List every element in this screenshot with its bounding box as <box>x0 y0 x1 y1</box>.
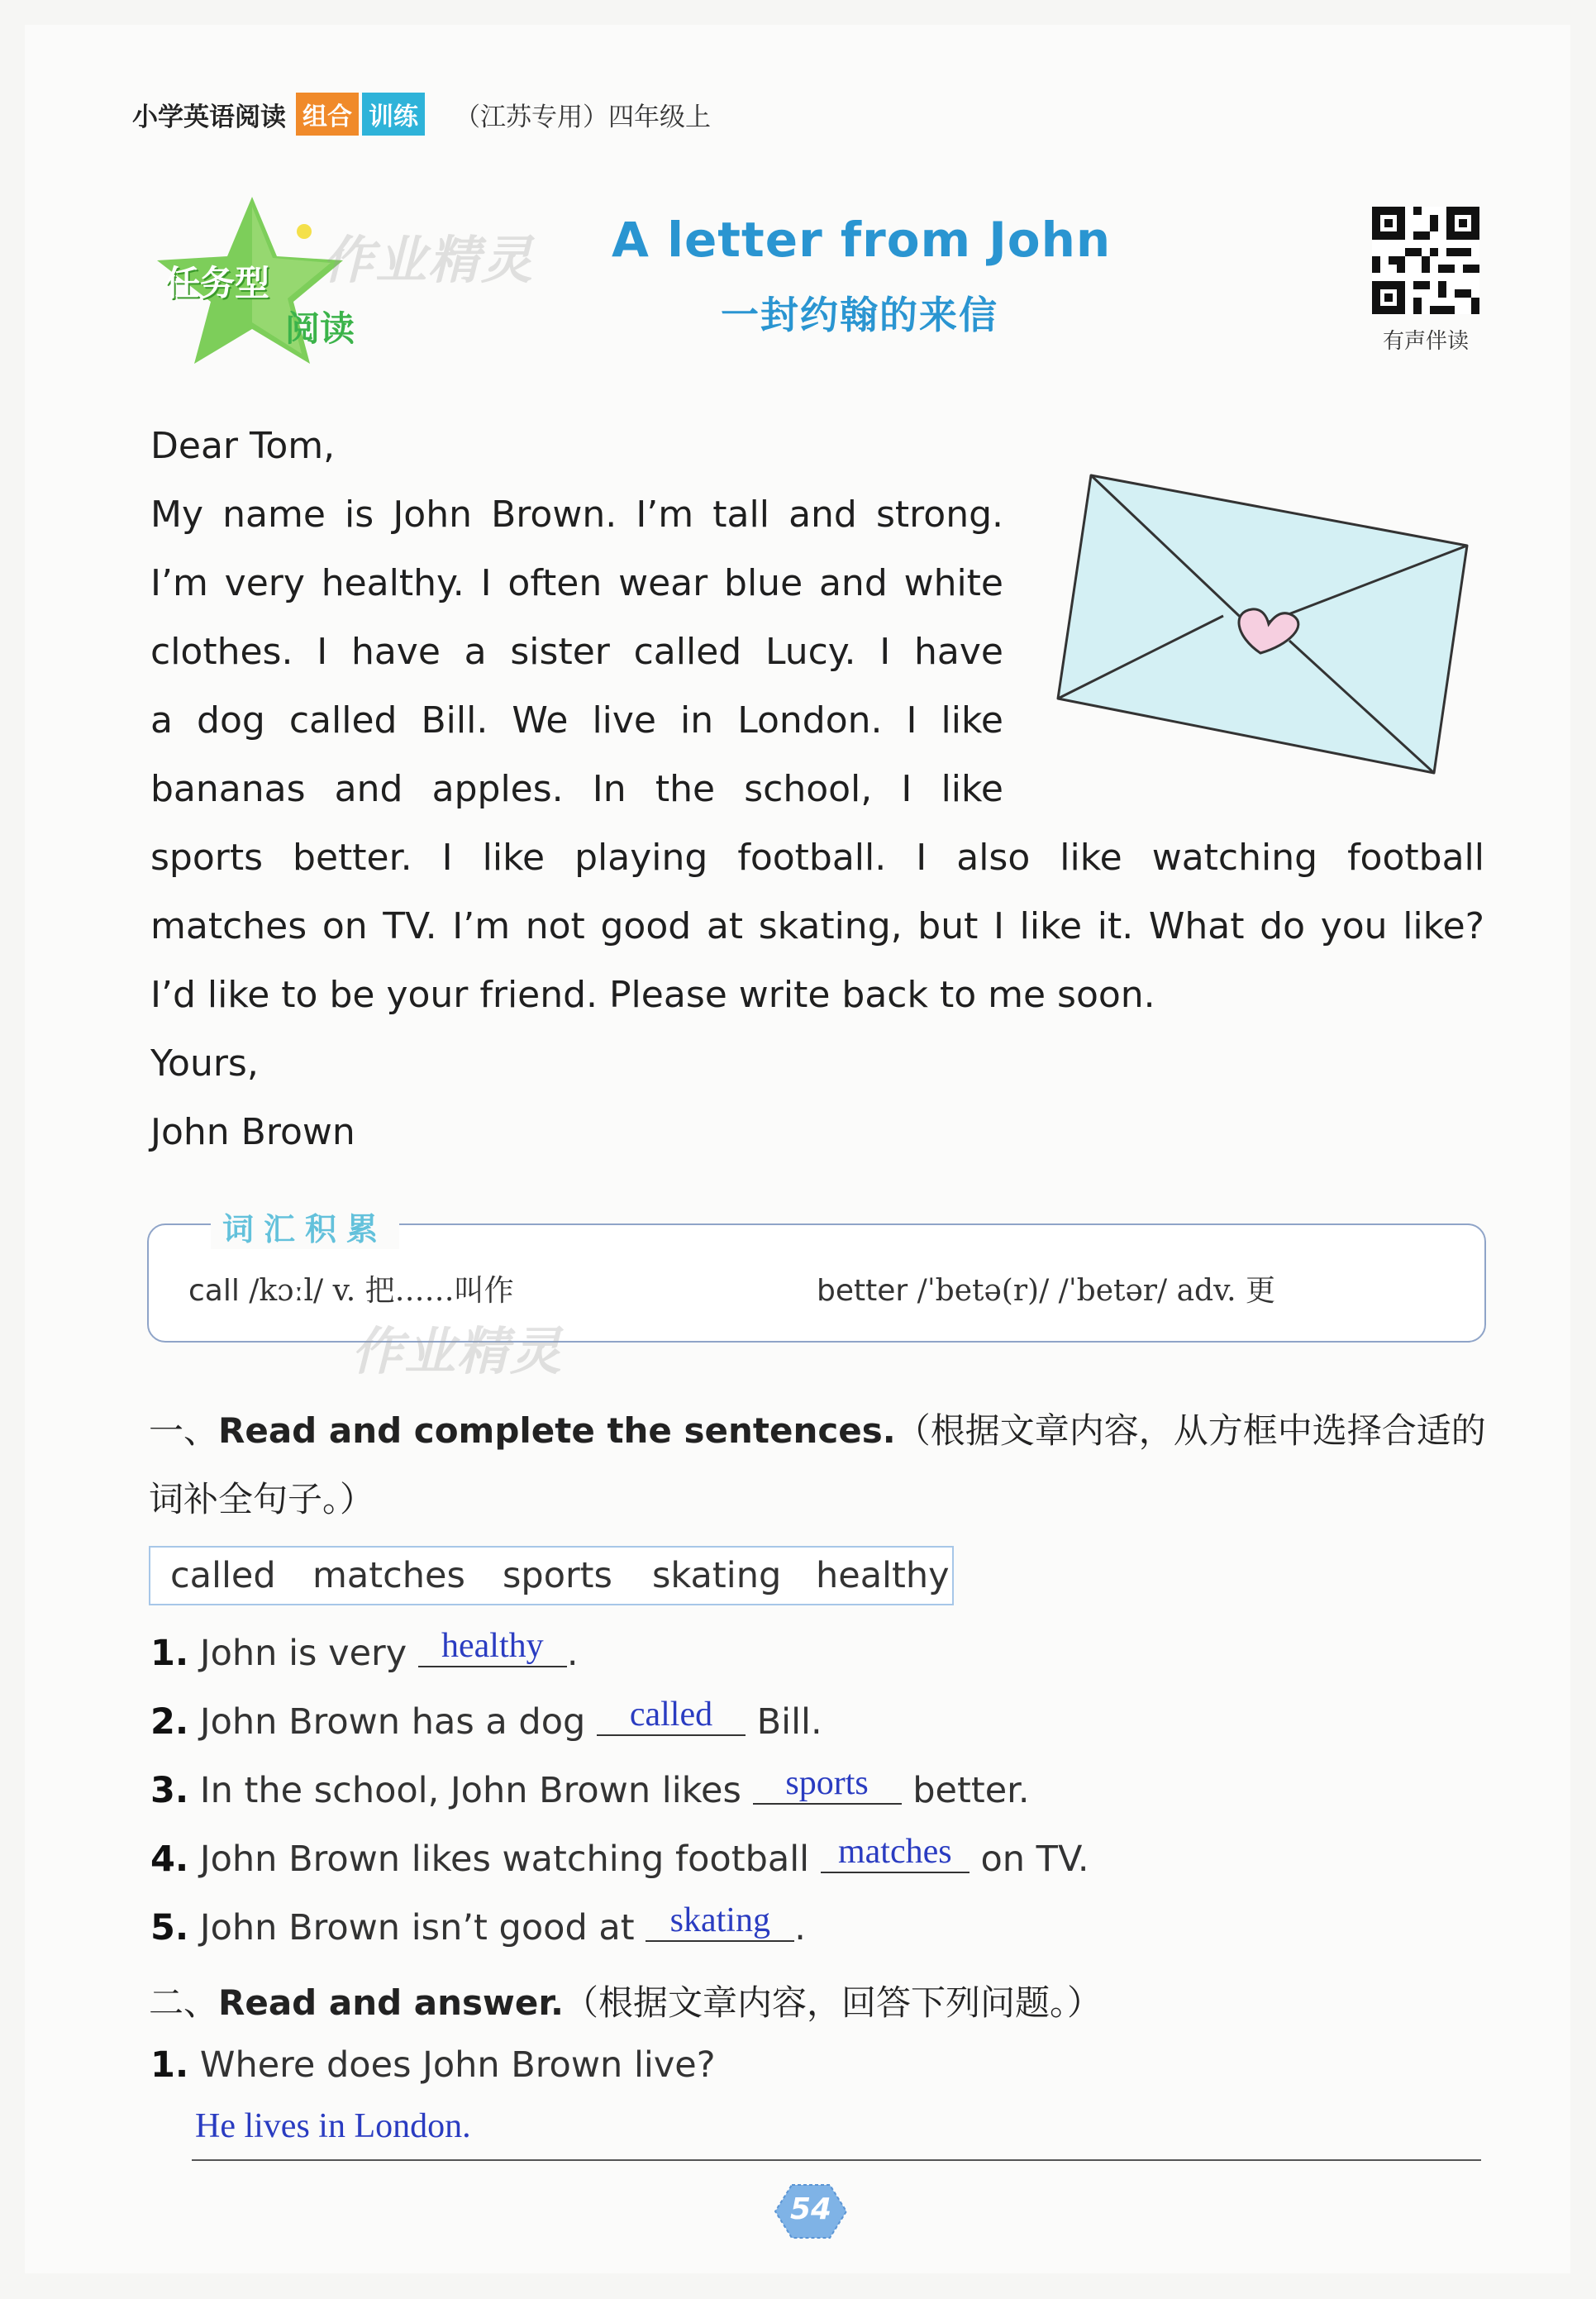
word-bank-item: skating <box>652 1555 782 1596</box>
vocab-word: call <box>188 1274 240 1308</box>
answer-question-1 <box>150 2044 716 2086</box>
vocab-item-better <box>817 1267 1275 1309</box>
edition-label: （江苏专用）四年级上 <box>455 102 711 132</box>
question-number: 4. <box>150 1839 189 1880</box>
word-bank-item: sports <box>503 1555 612 1596</box>
answer-blank[interactable]: called <box>597 1695 746 1736</box>
page-number-text: 54 <box>789 2192 832 2226</box>
section1-heading <box>149 1404 1486 1453</box>
answer-blank[interactable]: skating <box>646 1901 794 1942</box>
tag-training: 训练 <box>362 93 425 136</box>
written-answer[interactable]: He lives in London. <box>195 2107 471 2145</box>
watermark: 作业精灵 <box>351 1321 564 1381</box>
letter-full-text <box>150 823 1484 961</box>
badge-line2: 阅读 <box>285 308 355 349</box>
letter-greeting: Dear Tom, <box>150 425 336 467</box>
section2-note: （根据文章内容，回答下列问题。） <box>564 1982 1103 2023</box>
question-1 <box>150 1627 579 1676</box>
series-name: 小学英语阅读 <box>132 102 286 132</box>
letter-signature: John Brown <box>150 1111 355 1153</box>
vocab-definition: /ˈbetə(r)/ /ˈbetər/ adv. 更 <box>908 1274 1276 1308</box>
question-text-end: Bill. <box>746 1701 822 1743</box>
section1-note: （根据文章内容，从方框中选择合适的 <box>895 1410 1486 1451</box>
envelope-icon <box>1050 467 1479 789</box>
qr-code-icon[interactable] <box>1372 207 1479 314</box>
letter-line: matches on TV. I’m not good at skating, but I like it. What do you like? <box>150 905 1484 947</box>
letter-last-line: I’d like to be your friend. Please write back to me soon. <box>150 974 1155 1016</box>
word-bank-item: called <box>170 1555 276 1596</box>
section1-note-continued: 词补全句子。） <box>149 1479 375 1519</box>
question-text-end: better. <box>901 1770 1030 1811</box>
section1-title: Read and complete the sentences. <box>218 1410 896 1451</box>
answer-blank[interactable]: sports <box>753 1763 902 1805</box>
question-text: John is very <box>188 1633 418 1674</box>
vocab-definition: /kɔːl/ v. 把……叫作 <box>239 1274 514 1308</box>
question-number: 1. <box>150 1633 189 1674</box>
question-4 <box>150 1833 1089 1882</box>
page-number <box>774 2182 848 2240</box>
question-text: John Brown isn’t good at <box>188 1907 646 1948</box>
audio-label: 有声伴读 <box>1382 329 1469 354</box>
section2-heading <box>149 1976 1102 2025</box>
letter-line: a dog called Bill. We live in London. I like <box>150 699 1003 742</box>
letter-line: sports better. I like playing football. I also like watching football <box>150 837 1484 879</box>
answer-blank[interactable]: healthy <box>418 1626 567 1667</box>
section2-number: 二、 <box>149 1982 219 2023</box>
question-text-end: . <box>566 1633 579 1674</box>
title-chinese: 一封约翰的来信 <box>721 293 998 337</box>
question-number: 1. <box>150 2044 189 2086</box>
question-2 <box>150 1696 822 1744</box>
question-3 <box>150 1764 1030 1813</box>
vocab-label: 词汇积累 <box>211 1204 399 1249</box>
question-text: Where does John Brown live? <box>188 2044 716 2086</box>
word-bank-item: healthy <box>816 1555 950 1596</box>
letter-closing: Yours, <box>150 1042 259 1085</box>
section2-title: Read and answer. <box>218 1982 565 2023</box>
letter-wrapped-text <box>150 480 1003 823</box>
title-english: A letter from John <box>612 212 1112 268</box>
section1-number: 一、 <box>149 1410 219 1451</box>
tag-combo: 组合 <box>296 93 359 136</box>
question-text: John Brown likes watching football <box>188 1839 821 1880</box>
answer-line <box>192 2159 1481 2161</box>
question-number: 3. <box>150 1770 189 1811</box>
word-bank <box>149 1546 954 1605</box>
letter-line: bananas and apples. In the school, I like <box>150 768 1003 810</box>
letter-line: clothes. I have a sister called Lucy. I have <box>150 631 1003 673</box>
word-bank-item: matches <box>312 1555 465 1596</box>
question-text-end: . <box>794 1907 806 1948</box>
question-number: 2. <box>150 1701 189 1743</box>
letter-line: I’m very healthy. I often wear blue and white <box>150 562 1003 604</box>
vocab-word: better <box>817 1274 908 1308</box>
question-number: 5. <box>150 1907 189 1948</box>
question-5 <box>150 1901 806 1950</box>
book-header <box>132 93 711 136</box>
question-text: John Brown has a dog <box>188 1701 597 1743</box>
question-text-end: on TV. <box>969 1839 1089 1880</box>
answer-blank[interactable]: matches <box>821 1832 970 1873</box>
vocab-item-call <box>188 1267 514 1309</box>
question-text: In the school, John Brown likes <box>188 1770 753 1811</box>
watermark: 作业精灵 <box>322 230 535 290</box>
letter-line: My name is John Brown. I’m tall and strong. <box>150 494 1003 536</box>
badge-line1: 任务型 <box>165 263 270 303</box>
